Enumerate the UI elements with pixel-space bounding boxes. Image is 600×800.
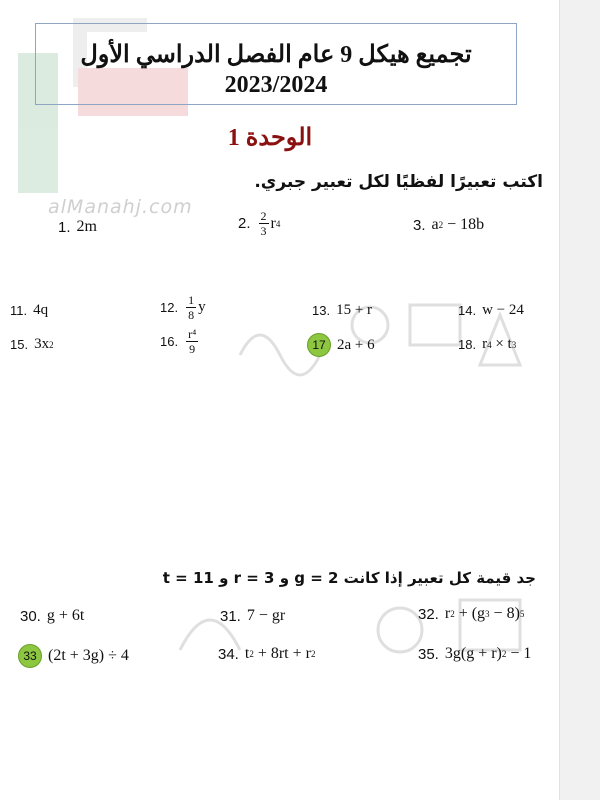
- title-box: [35, 23, 517, 105]
- problem-13: 13. 15 + r: [312, 302, 373, 318]
- expression: (2t + 3g) ÷ 4: [48, 647, 129, 664]
- problem-15: 15. 3x 2: [10, 336, 54, 352]
- problem-16: 16. $\frac{\text{r⁴}}{9}$: [160, 328, 200, 355]
- expression: g + 6t: [46, 607, 85, 624]
- problem-35: 35. 3g(g + r) 2 − 1: [418, 645, 532, 663]
- problem-14: 14. w − 24: [458, 302, 524, 318]
- problem-17: [307, 333, 375, 357]
- expression: t 2 + 8rt + r 2: [244, 645, 316, 662]
- problem-2: 2. $\frac{2}{3}$ r 4: [238, 209, 281, 238]
- expression: 2m: [76, 218, 97, 235]
- expression: w − 24: [482, 302, 524, 318]
- expression: 2a + 6: [337, 336, 375, 353]
- expression: a 2 − 18b: [431, 216, 485, 233]
- fraction: $\frac{\text{r⁴}}{9}$: [188, 327, 197, 356]
- expression: $\frac{2}{3}$ r 4: [260, 209, 281, 238]
- problem-33: [18, 644, 129, 668]
- expression: 3x 2: [34, 336, 54, 352]
- expression: 15 + r: [336, 302, 373, 318]
- problem-3: 3. a 2 − 18b: [413, 216, 485, 234]
- watermark-text: alManahj.com: [48, 196, 193, 218]
- problem-18: 18. r 4 × t 3: [458, 336, 517, 352]
- problem-11: 11. 4q: [10, 302, 49, 318]
- problem-1: 1. 2m: [58, 218, 97, 236]
- highlighted-number-badge: 17: [307, 333, 331, 357]
- expression: r 4 × t 3: [482, 336, 517, 352]
- document-year: 2023/2024: [224, 72, 328, 98]
- problem-30: 30. g + 6t: [20, 607, 85, 625]
- expression: $\frac{1}{8}$ y: [188, 293, 206, 322]
- expression: [184, 328, 200, 355]
- fraction: $\frac{2}{3}$: [260, 209, 267, 238]
- page-margin-strip: [559, 0, 600, 800]
- document-title: تجميع هيكل 9 عام الفصل الدراسي الأول: [80, 42, 472, 68]
- expression: r 2 + (g 3 − 8) 5: [444, 605, 525, 622]
- problem-34: 34. t 2 + 8rt + r 2: [218, 645, 316, 663]
- watermark-doodle-top: [230, 275, 530, 385]
- expression: 4q: [33, 302, 49, 318]
- expression: 7 − gr: [246, 607, 286, 624]
- problem-31: 31. 7 − gr: [220, 607, 286, 625]
- section1-instruction: اكتب تعبيرًا لفظيًا لكل تعبير جبري.: [254, 172, 543, 192]
- problem-32: 32. r 2 + (g 3 − 8) 5: [418, 605, 525, 623]
- highlighted-number-badge: 33: [18, 644, 42, 668]
- expression: 3g(g + r) 2 − 1: [444, 645, 532, 662]
- unit-heading: الوحدة 1: [227, 125, 313, 151]
- fraction: $\frac{1}{8}$: [188, 293, 195, 322]
- problem-12: 12. $\frac{1}{8}$ y: [160, 293, 206, 322]
- section2-instruction: جد قيمة كل تعبير إذا كانت g = 2 و r = 3 و t = 11: [162, 569, 536, 587]
